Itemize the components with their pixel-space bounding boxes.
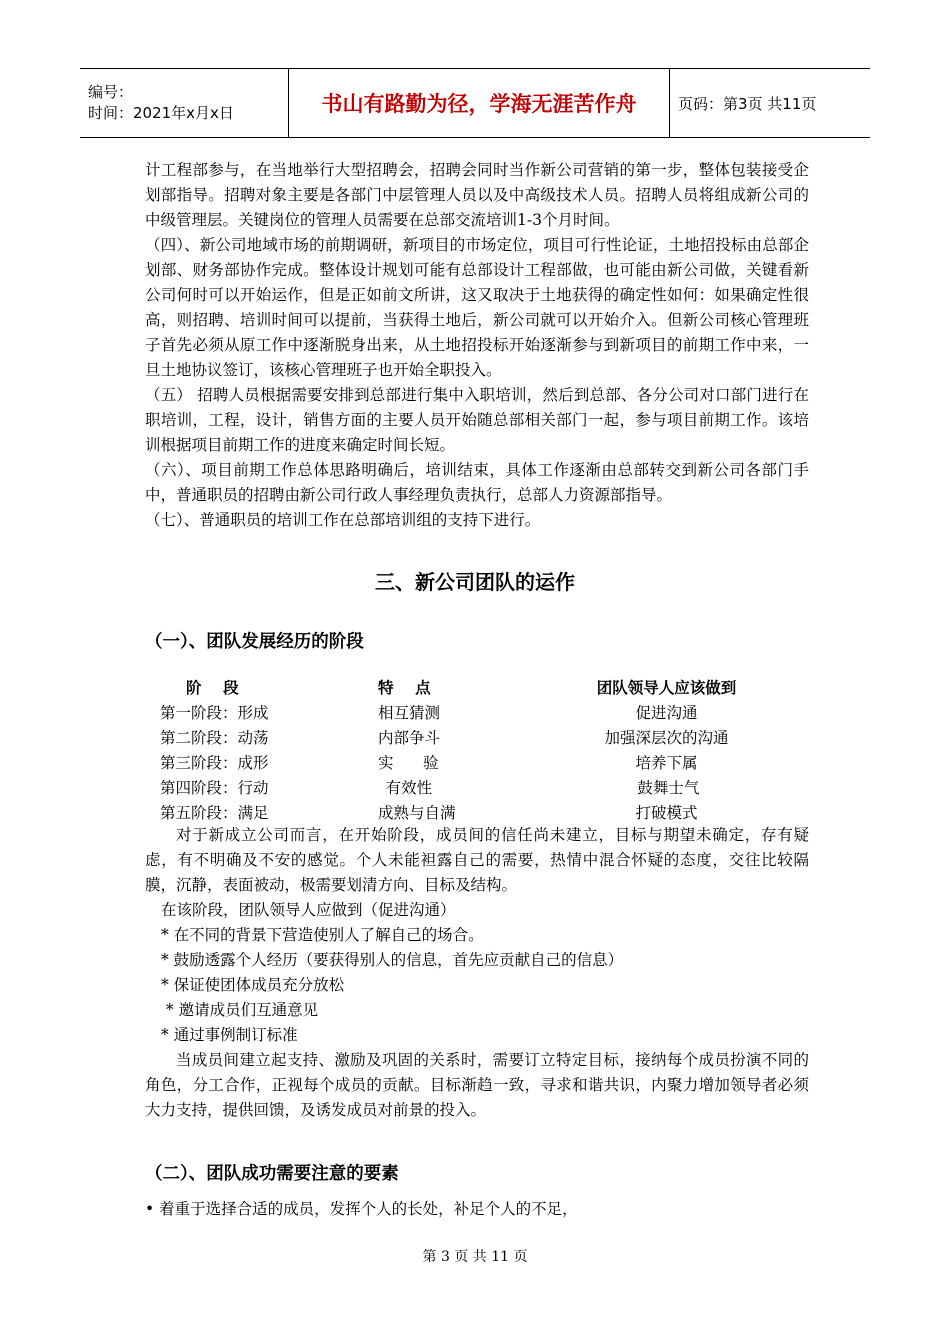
paragraph: （五） 招聘人员根据需要安排到总部进行集中入职培训，然后到总部、各分公司对口部门进行在职培训，工程，设计，销售方面的主要人员开始随总部相关部门一起，参与项目前期工作。该培训根据项目前期工作的进度来确定时间长短。 [145,386,809,454]
list-item: * 保证使团体成员充分放松 [161,976,345,994]
paragraph: （六）、项目前期工作总体思路明确后，培训结束，具体工作逐渐由总部转交到新公司各部门手中，普通职员的招聘由新公司行政人事经理负责执行，总部人力资源部指导。 [145,461,809,504]
header-page-info: 页码：第3页 共11页 [678,94,817,113]
header-motto: 书山有路勤为径，学海无涯苦作舟 [289,69,670,137]
table-cell: 有效性 [385,779,433,797]
list-item: * 鼓励透露个人经历（要获得别人的信息，首先应贡献自己的信息） [161,951,624,969]
table-cell: 鼓舞士气 [637,779,700,797]
document-date: 时间：2021年x月x日 [88,104,234,122]
table-cell: 培养下属 [635,754,698,772]
table-header-cell: 阶 段 [186,679,239,697]
subsection-title: （一）、团队发展经历的阶段 [145,632,364,652]
list-item: * 通过事例制订标准 [161,1026,298,1044]
table-cell: 第三阶段：成形 [160,754,269,772]
document-number-label: 编号： [88,83,134,101]
table-cell: 第一阶段：形成 [160,704,269,722]
page-footer: 第 3 页 共 11 页 [422,1249,528,1265]
section-title: 三、新公司团队的运作 [375,570,575,594]
paragraph: 计工程部参与，在当地举行大型招聘会，招聘会同时当作新公司营销的第一步，整体包装接受企划部指导。招聘对象主要是各部门中层管理人员以及中高级技术人员。招聘人员将组成新公司的中级管理层。关键岗位的管理人员需要在总部交流培训1-3个月时间。 [145,161,809,229]
table-row [160,776,760,801]
table-header-cell: 特 点 [378,679,431,697]
table-cell: 促进沟通 [635,704,698,722]
paragraph: 当成员间建立起支持、激励及巩固的关系时，需要订立特定目标，接纳每个成员扮演不同的角色，分工合作，正视每个成员的贡献。目标渐趋一致，寻求和谐共识，内聚力增加领导者必须大力支持，提供回馈，及诱发成员对前景的投入。 [145,1051,809,1119]
subsection-title: （二）、团队成功需要注意的要素 [145,1164,399,1184]
table-cell: 打破模式 [635,804,698,822]
list-item: * 在不同的背景下营造使别人了解自己的场合。 [161,926,484,944]
table-cell: 成熟与自满 [378,804,456,822]
table-row [160,751,760,776]
paragraph: 在该阶段，团队领导人应做到（促进沟通） [161,901,456,919]
paragraph: 对于新成立公司而言，在开始阶段，成员间的信任尚未建立，目标与期望未确定，存有疑虑，有不明确及不安的感觉。个人未能袒露自己的需要，热情中混合怀疑的态度，交往比较隔膜，沉静，表面被动，极需要划清方向、目标及结构。 [145,826,809,894]
header-meta [80,69,289,137]
table-cell: 第四阶段：行动 [160,779,269,797]
table-row [160,726,760,751]
table-row [160,701,760,726]
table-header-row [160,676,760,701]
table-cell: 第二阶段：动荡 [160,729,269,747]
table-header-cell: 团队领导人应该做到 [596,679,737,697]
body-text-top [145,158,809,533]
bullet-item: • 着重于选择合适的成员，发挥个人的长处，补足个人的不足， [145,1200,578,1218]
paragraph: （七）、普通职员的培训工作在总部培训组的支持下进行。 [145,511,541,529]
list-item: * 邀请成员们互通意见 [161,1001,319,1019]
table-cell: 实 验 [378,754,439,772]
body-text-mid [145,823,809,1123]
table-cell: 内部争斗 [378,729,441,747]
table-cell: 相互猜测 [378,704,441,722]
stage-table [160,676,760,826]
table-cell: 加强深层次的沟通 [604,729,729,747]
paragraph: （四）、新公司地域市场的前期调研，新项目的市场定位，项目可行性论证，土地招投标由总部企划部、财务部协作完成。整体设计规划可能有总部设计工程部做，也可能由新公司做，关键看新公司何时可以开始运作，但是正如前文所讲，这又取决于土地获得的确定性如何：如果确定性很高，则招聘、培训时间可以提前，当获得土地后，新公司就可以开始介入。但新公司核心管理班子首先必须从原工作中逐渐脱身出来，从土地招投标开始逐渐参与到新项目的前期工作中来，一旦土地协议签订，该核心管理班子也开始全职投入。 [145,236,809,379]
table-cell: 第五阶段：满足 [160,804,269,822]
page-header [80,68,870,138]
